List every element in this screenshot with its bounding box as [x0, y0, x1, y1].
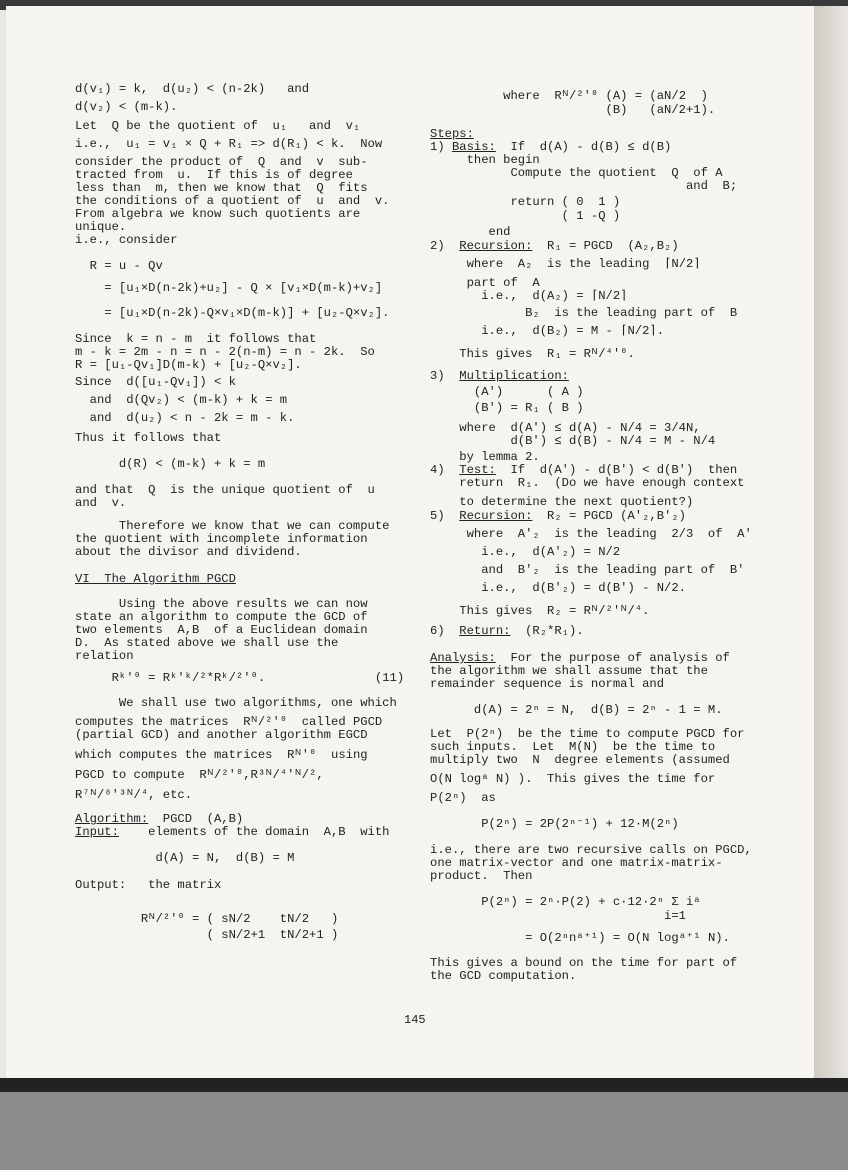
left-column-line: the conditions of a quotient of u and v. [75, 194, 390, 208]
right-column-line: where Rᴺ/²'⁰ (A) = (aN/2 ) [430, 89, 708, 103]
right-column-line: This gives R₂ = Rᴺ/²'ᴺ/⁴. [430, 604, 650, 618]
right-column-line: ( 1 -Q ) [430, 209, 621, 223]
left-column-line: Rᴺ/²'⁰ = ( sN/2 tN/2 ) [75, 912, 339, 926]
right-column-line: part of A [430, 276, 540, 290]
left-column-line: i.e., consider [75, 233, 178, 247]
right-column-line: (B') = R₁ ( B ) [430, 401, 584, 415]
right-column-line: 6) Return: (R₂*R₁). [430, 624, 584, 638]
right-column-line: 2) Recursion: R₁ = PGCD (A₂,B₂) [430, 239, 679, 253]
right-column-line: i=1 [430, 909, 686, 923]
left-column-line: computes the matrices Rᴺ/²'⁰ called PGCD [75, 715, 383, 729]
left-column-line: R = [u₁-Qv₁]D(m-k) + [u₂-Q×v₂]. [75, 358, 302, 372]
right-column-line: by lemma 2. [430, 450, 540, 464]
left-column-line: R⁷ᴺ/⁸'³ᴺ/⁴, etc. [75, 788, 193, 802]
right-column-line: = O(2ⁿnᵃ⁺¹) = O(N logᵃ⁺¹ N). [430, 931, 730, 945]
left-column-line: d(v₂) < (m-k). [75, 100, 178, 114]
right-column-line: P(2ⁿ) as [430, 791, 496, 805]
right-column-line: where d(A') ≤ d(A) - N/4 = 3/4N, [430, 421, 701, 435]
right-column-line: i.e., d(B₂) = M - ⌈N/2⌉. [430, 324, 665, 338]
left-column-line: two elements A,B of a Euclidean domain [75, 623, 368, 637]
right-column-line: one matrix-vector and one matrix-matrix- [430, 856, 723, 870]
right-column-line: to determine the next quotient?) [430, 495, 694, 509]
right-column-line: 3) Multiplication: [430, 369, 569, 383]
left-column-line: and d(Qv₂) < (m-k) + k = m [75, 393, 288, 407]
right-column-line: 1) Basis: If d(A) - d(B) ≤ d(B) [430, 140, 672, 154]
left-column-line: (partial GCD) and another algorithm EGCD [75, 728, 368, 742]
left-column-line: d(R) < (m-k) + k = m [75, 457, 266, 471]
left-column-line: Since k = n - m it follows that [75, 332, 317, 346]
left-column-line: R = u - Qv [75, 259, 163, 273]
right-column-line: Analysis: For the purpose of analysis of [430, 651, 730, 665]
right-column-line: Steps: [430, 127, 474, 141]
right-column-line: product. Then [430, 869, 533, 883]
left-column-line: unique. [75, 220, 127, 234]
left-column-line: i.e., u₁ = v₁ × Q + R₁ => d(R₁) < k. Now [75, 137, 383, 151]
left-column-line: tracted from u. If this is of degree [75, 168, 353, 182]
left-column-line: and that Q is the unique quotient of u [75, 483, 375, 497]
left-column-line: From algebra we know such quotients are [75, 207, 361, 221]
left-column-line: PGCD to compute Rᴺ/²'⁰,R³ᴺ/⁴'ᴺ/², [75, 768, 324, 782]
right-column-line: Let P(2ⁿ) be the time to compute PGCD for [430, 727, 745, 741]
right-column-line: P(2ⁿ) = 2ⁿ·P(2) + c·12·2ⁿ Σ iᵃ [430, 895, 701, 909]
left-column-line: and d(u₂) < n - 2k = m - k. [75, 411, 295, 425]
right-column-line: (A') ( A ) [430, 385, 584, 399]
left-column-line: VI The Algorithm PGCD [75, 572, 236, 586]
left-column-line: Output: the matrix [75, 878, 222, 892]
left-column-line: Algorithm: PGCD (A,B) [75, 812, 244, 826]
right-column-line: O(N logᵃ N) ). This gives the time for [430, 772, 716, 786]
left-column-line: Thus it follows that [75, 431, 222, 445]
left-column-line: Rᵏ'⁰ = Rᵏ'ᵏ/²*Rᵏ/²'⁰. (11) [75, 671, 405, 685]
left-column-line: which computes the matrices Rᴺ'⁰ using [75, 748, 368, 762]
right-column-line: return ( 0 1 ) [430, 195, 621, 209]
page-edge-shadow [814, 6, 848, 1078]
left-column-line: Since d([u₁-Qv₁]) < k [75, 375, 236, 389]
right-column-line: where A₂ is the leading ⌈N/2⌉ [430, 257, 701, 271]
right-column-line: Compute the quotient Q of A [430, 166, 723, 180]
right-column-line: i.e., d(B'₂) = d(B') - N/2. [430, 581, 686, 595]
right-column-line: remainder sequence is normal and [430, 677, 665, 691]
left-column-line: = [u₁×D(n-2k)-Q×v₁×D(m-k)] + [u₂-Q×v₂]. [75, 306, 390, 320]
left-column-line: the quotient with incomplete information [75, 532, 368, 546]
right-column-line: and B'₂ is the leading part of B' [430, 563, 745, 577]
left-column-line: Let Q be the quotient of u₁ and v₁ [75, 119, 361, 133]
left-column-line: consider the product of Q and v sub- [75, 155, 368, 169]
right-column-line: return R₁. (Do we have enough context [430, 476, 745, 490]
right-column-line: i.e., d(A'₂) = N/2 [430, 545, 621, 559]
left-column-line: relation [75, 649, 134, 663]
right-column-line: the GCD computation. [430, 969, 577, 983]
left-column-line: d(A) = N, d(B) = M [75, 851, 295, 865]
right-column-line: P(2ⁿ) = 2P(2ⁿ⁻¹) + 12·M(2ⁿ) [430, 817, 679, 831]
left-column-line: Therefore we know that we can compute [75, 519, 390, 533]
left-column-line: less than m, then we know that Q fits [75, 181, 368, 195]
right-column-line: such inputs. Let M(N) be the time to [430, 740, 716, 754]
right-column-line: then begin [430, 153, 540, 167]
left-column-line: Using the above results we can now [75, 597, 368, 611]
right-column-line: 4) Test: If d(A') - d(B') < d(B') then [430, 463, 738, 477]
page-number: 145 [404, 1013, 426, 1027]
right-column-line: B₂ is the leading part of B [430, 306, 738, 320]
right-column-line: i.e., d(A₂) = ⌈N/2⌉ [430, 289, 628, 303]
right-column-line: i.e., there are two recursive calls on PGCD, [430, 843, 752, 857]
left-column-line: m - k = 2m - n = n - 2(n-m) = n - 2k. So [75, 345, 375, 359]
right-column-line: 5) Recursion: R₂ = PGCD (A'₂,B'₂) [430, 509, 686, 523]
right-column-line: (B) (aN/2+1). [430, 103, 716, 117]
left-column-line: D. As stated above we shall use the [75, 636, 339, 650]
right-column-line: and B; [430, 179, 738, 193]
right-column-line: end [430, 225, 511, 239]
left-column-line: and v. [75, 496, 127, 510]
right-column-line: the algorithm we shall assume that the [430, 664, 708, 678]
right-column-line: This gives a bound on the time for part of [430, 956, 738, 970]
left-column-line: We shall use two algorithms, one which [75, 696, 397, 710]
left-column-line: about the divisor and dividend. [75, 545, 302, 559]
right-column-line: d(A) = 2ⁿ = N, d(B) = 2ⁿ - 1 = M. [430, 703, 723, 717]
scanner-bed [0, 1092, 848, 1170]
left-column-line: Input: elements of the domain A,B with [75, 825, 390, 839]
right-column-line: d(B') ≤ d(B) - N/4 = M - N/4 [430, 434, 716, 448]
right-column-line: where A'₂ is the leading 2/3 of A' [430, 527, 752, 541]
left-column-line: state an algorithm to compute the GCD of [75, 610, 368, 624]
left-column-line: = [u₁×D(n-2k)+u₂] - Q × [v₁×D(m-k)+v₂] [75, 281, 383, 295]
left-column-line: ( sN/2+1 tN/2+1 ) [75, 928, 339, 942]
scan-bottom-border [0, 1078, 848, 1092]
right-column-line: multiply two N degree elements (assumed [430, 753, 730, 767]
right-column-line: This gives R₁ = Rᴺ/⁴'⁰. [430, 347, 635, 361]
left-column-line: d(v₁) = k, d(u₂) < (n-2k) and [75, 82, 310, 96]
